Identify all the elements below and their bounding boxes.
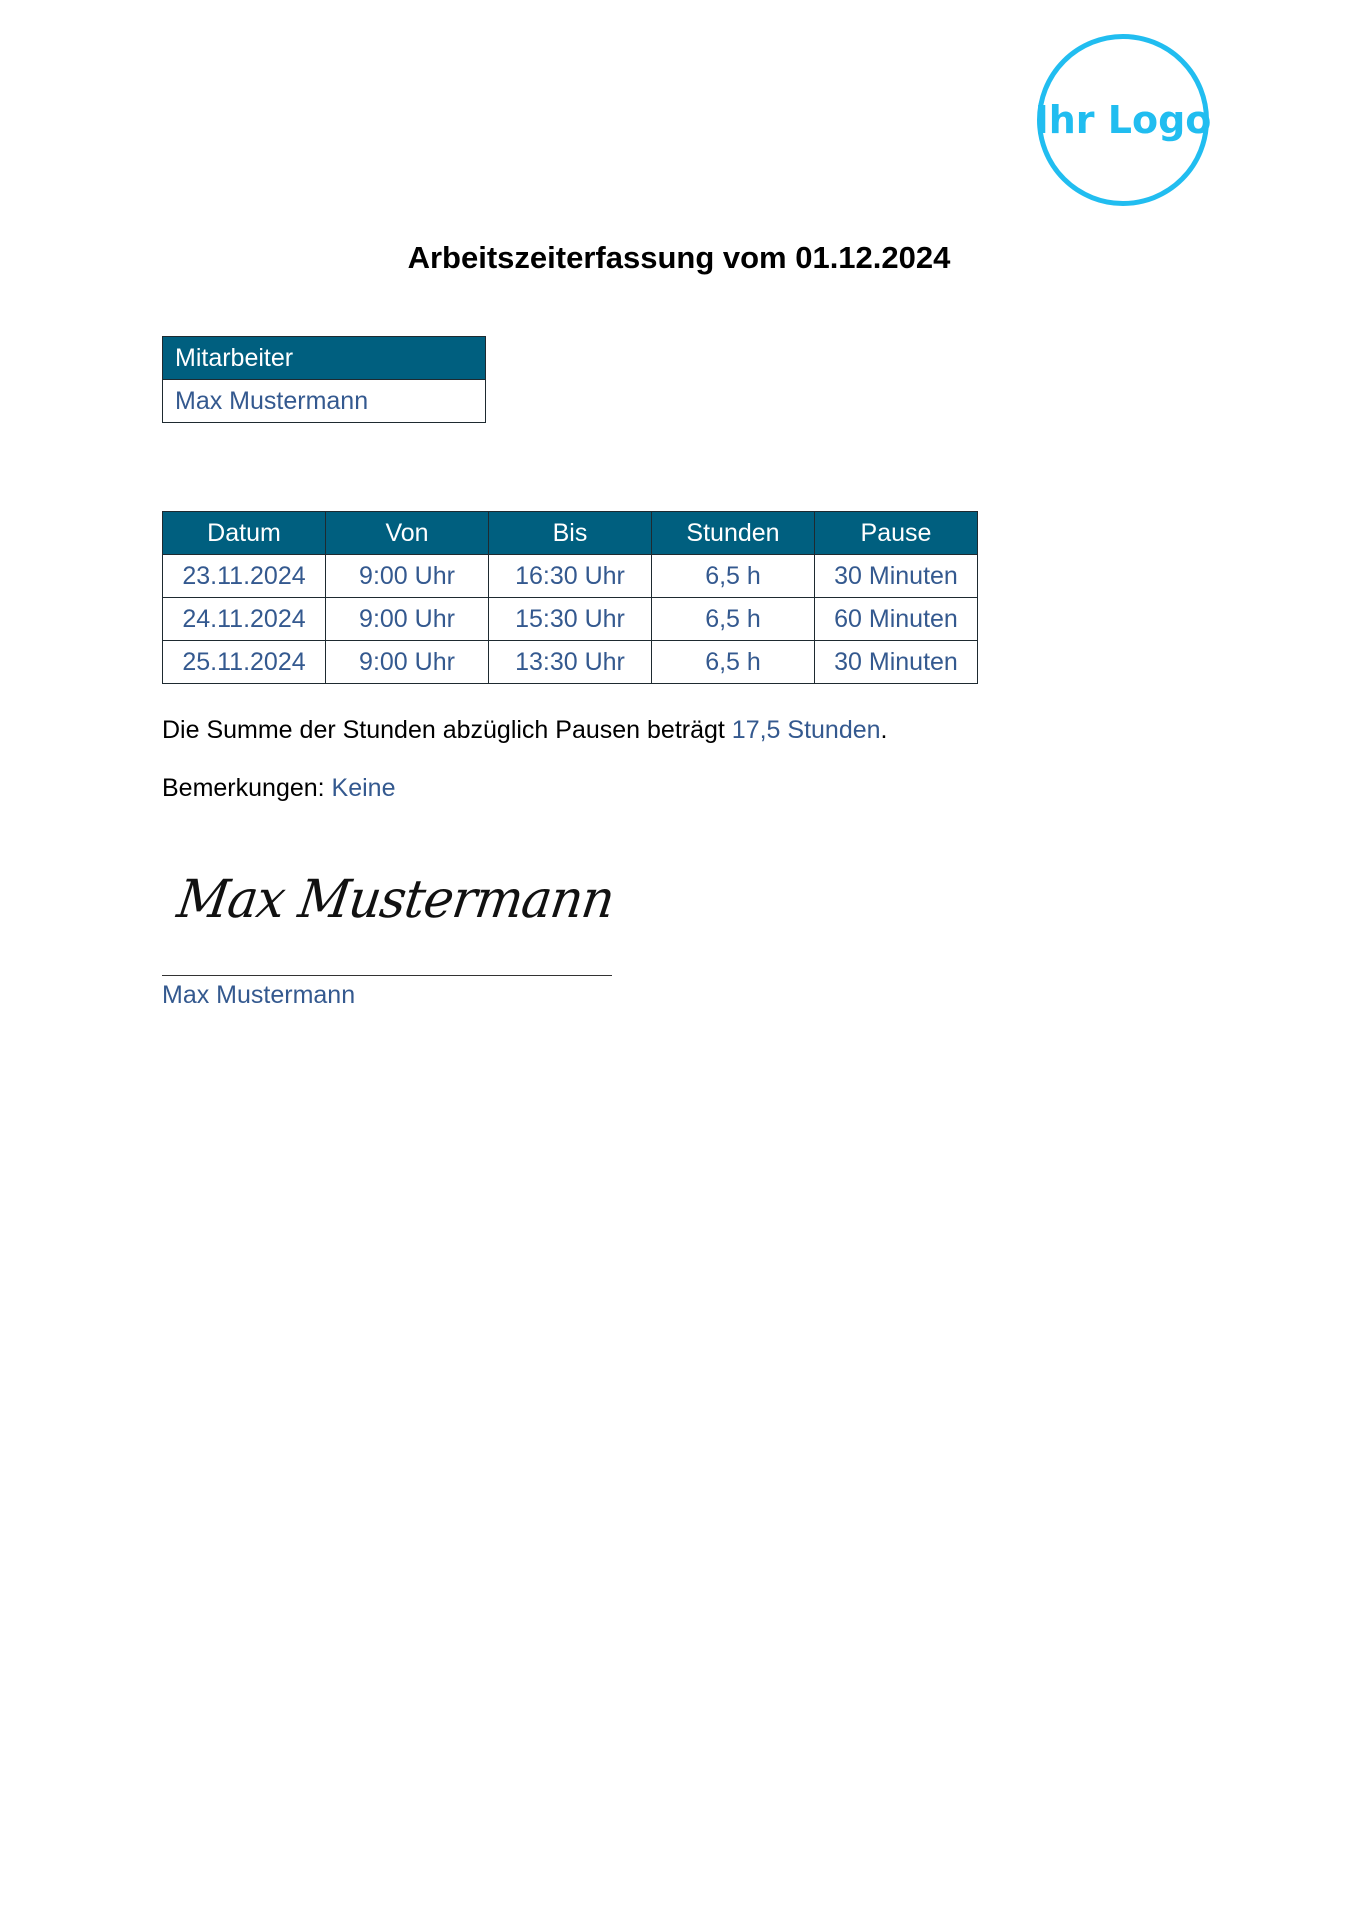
cell-von: 9:00 Uhr bbox=[326, 598, 489, 641]
table-row bbox=[163, 555, 978, 598]
signature-line bbox=[162, 975, 612, 976]
cell-datum: 25.11.2024 bbox=[163, 641, 326, 684]
cell-datum: 24.11.2024 bbox=[163, 598, 326, 641]
page-title: Arbeitszeiterfassung vom 01.12.2024 bbox=[407, 240, 951, 275]
cell-stunden: 6,5 h bbox=[652, 555, 815, 598]
column-header-von: Von bbox=[326, 512, 489, 555]
summary-value: 17,5 Stunden bbox=[731, 716, 881, 744]
company-logo bbox=[1034, 34, 1212, 206]
remarks-label: Bemerkungen: bbox=[162, 774, 332, 802]
column-header-bis: Bis bbox=[489, 512, 652, 555]
signature-printed-name: Max Mustermann bbox=[162, 981, 356, 1009]
remarks-paragraph bbox=[162, 774, 396, 803]
cell-stunden: 6,5 h bbox=[652, 598, 815, 641]
logo-text: Ihr Logo bbox=[1034, 98, 1212, 142]
handwritten-signature: Max Mustermann bbox=[173, 868, 618, 930]
cell-von: 9:00 Uhr bbox=[326, 641, 489, 684]
cell-pause: 30 Minuten bbox=[815, 555, 978, 598]
cell-datum: 23.11.2024 bbox=[163, 555, 326, 598]
column-header-pause: Pause bbox=[815, 512, 978, 555]
cell-von: 9:00 Uhr bbox=[326, 555, 489, 598]
summary-prefix: Die Summe der Stunden abzüglich Pausen beträgt bbox=[162, 716, 732, 744]
employee-name: Max Mustermann bbox=[163, 380, 486, 423]
cell-bis: 16:30 Uhr bbox=[489, 555, 652, 598]
cell-pause: 30 Minuten bbox=[815, 641, 978, 684]
cell-stunden: 6,5 h bbox=[652, 641, 815, 684]
column-header-datum: Datum bbox=[163, 512, 326, 555]
employee-table bbox=[162, 336, 486, 423]
summary-suffix: . bbox=[880, 716, 888, 744]
cell-pause: 60 Minuten bbox=[815, 598, 978, 641]
employee-row bbox=[163, 380, 486, 423]
time-table bbox=[162, 511, 978, 684]
table-row bbox=[163, 598, 978, 641]
summary-paragraph bbox=[162, 716, 888, 745]
cell-bis: 15:30 Uhr bbox=[489, 598, 652, 641]
employee-header: Mitarbeiter bbox=[163, 337, 486, 380]
column-header-stunden: Stunden bbox=[652, 512, 815, 555]
employee-header-row bbox=[163, 337, 486, 380]
table-row bbox=[163, 641, 978, 684]
cell-bis: 13:30 Uhr bbox=[489, 641, 652, 684]
time-table-header-row bbox=[163, 512, 978, 555]
remarks-value: Keine bbox=[331, 774, 396, 802]
